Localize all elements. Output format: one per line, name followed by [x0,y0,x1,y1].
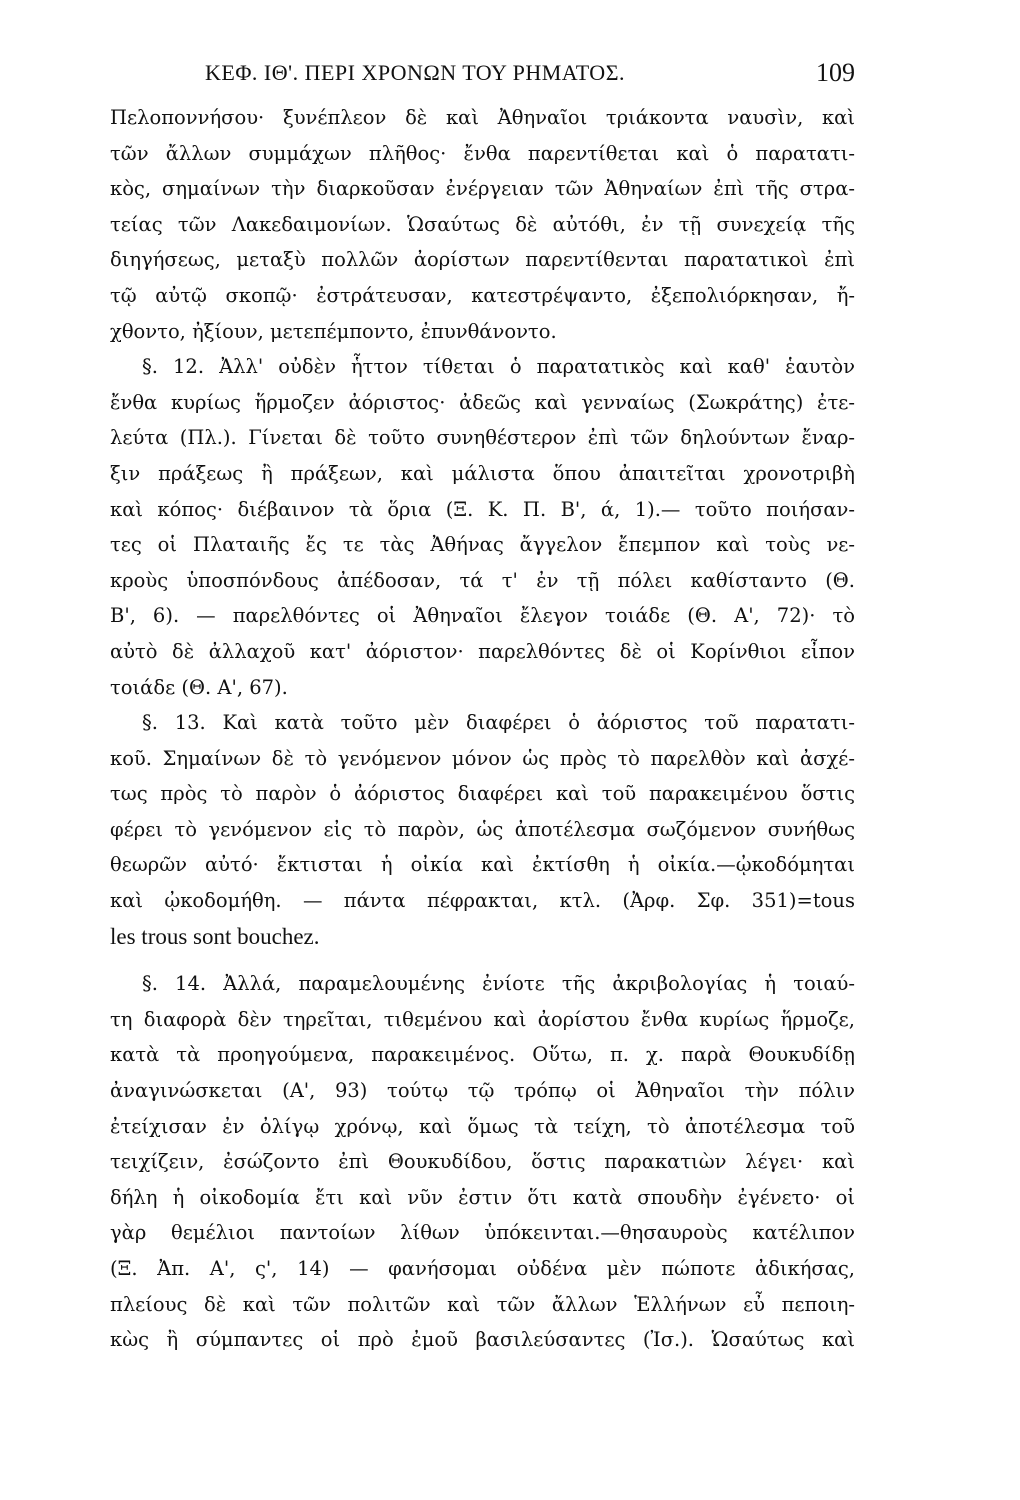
paragraph-14-start: §. 14. Ἀλλά, παραμελουμένης ἐνίοτε τῆς ἀκριβολογίας ἡ τοιαύ- [142,972,855,996]
text-line: αὐτὸ δὲ ἀλλαχοῦ κατ' ἀόριστον· παρελθόντες δὲ οἱ Κορίνθιοι εἶπον [110,639,855,663]
body-text [110,100,855,1358]
text-line: (Ξ. Ἀπ. Α', ς', 14) — φανήσομαι οὐδένα μὲν πώποτε ἀδικήσας, [110,1257,855,1280]
text-line: ἀναγινώσκεται (Α', 93) τούτῳ τῷ τρόπῳ οἱ Ἀθηναῖοι τὴν πόλιν [110,1079,855,1103]
text-line: δήλη ἡ οἰκοδομία ἔτι καὶ νῦν ἐστιν ὅτι κατὰ σπουδὴν ἐγένετο· οἱ [110,1185,855,1209]
page-number: 109 [816,58,855,87]
text-line: κατὰ τὰ προηγούμενα, παρακειμένος. Οὕτω, π. χ. παρὰ Θουκυδίδῃ [110,1043,855,1067]
text-line: ἐτείχισαν ἐν ὀλίγῳ χρόνῳ, καὶ ὅμως τὰ τείχη, τὸ ἀποτέλεσμα τοῦ [110,1114,855,1138]
text-line: Πελοποννήσου· ξυνέπλεον δὲ καὶ Ἀθηναῖοι τριάκοντα ναυσὶν, καὶ [110,106,855,129]
text-line: χθοντο, ἠξίουν, μετεπέμποντο, ἐπυνθάνοντο. [110,319,557,343]
text-line: Β', 6). — παρελθόντες οἱ Ἀθηναῖοι ἔλεγον τοιάδε (Θ. Α', 72)· τὸ [110,604,855,628]
chapter-heading: ΚΕΦ. ΙΘ'. ΠΕΡΙ ΧΡΟΝΩΝ ΤΟΥ ΡΗΜΑΤΟΣ. [205,60,626,85]
text-line: γὰρ θεμέλιοι παντοίων λίθων ὑπόκεινται.—θησαυροὺς κατέλιπον [110,1221,855,1245]
text-line: κοῦ. Σημαίνων δὲ τὸ γενόμενον μόνον ὡς πρὸς τὸ παρελθὸν καὶ ἀσχέ- [110,746,855,770]
text-line: les trous sont bouchez. [110,923,320,949]
text-line: καὶ κόπος· διέβαινον τὰ ὅρια (Ξ. Κ. Π. Β', ά, 1).— τοῦτο ποιήσαν- [110,497,855,521]
paragraph-12-start: §. 12. Ἀλλ' οὐδὲν ἧττον τίθεται ὁ παρατατικὸς καὶ καθ' ἑαυτὸν [142,355,855,379]
text-line: τοιάδε (Θ. Α', 67). [110,675,288,699]
text-line: καὶ ᾠκοδομήθη. — πάντα πέφρακται, κτλ. (Ἀρφ. Σφ. 351)=tous [110,889,855,913]
text-line: κὼς ἢ σύμπαντες οἱ πρὸ ἐμοῦ βασιλεύσαντες (Ἰσ.). Ὡσαύτως καὶ [110,1328,855,1352]
text-line: τως πρὸς τὸ παρὸν ὁ ἀόριστος διαφέρει καὶ τοῦ παρακειμένου ὅστις [110,782,855,806]
text-line: θεωρῶν αὐτό· ἔκτισται ἡ οἰκία καὶ ἐκτίσθη ἡ οἰκία.—ᾠκοδόμηται [110,853,855,877]
text-line: φέρει τὸ γενόμενον εἰς τὸ παρὸν, ὡς ἀποτέλεσμα σωζόμενον συνήθως [110,817,855,841]
text-line: τῶν ἄλλων συμμάχων πλῆθος· ἔνθα παρεντίθεται καὶ ὁ παρατατι- [110,141,855,165]
text-line: ἔνθα κυρίως ἥρμοζεν ἀόριστος· ἀδεῶς καὶ γενναίως (Σωκράτης) ἐτε- [110,390,855,414]
paragraph-gap [110,954,855,966]
text-line: διηγήσεως, μεταξὺ πολλῶν ἀορίστων παρεντίθενται παρατατικοὶ ἐπὶ [110,248,855,272]
text-line: ξιν πράξεως ἢ πράξεων, καὶ μάλιστα ὅπου ἀπαιτεῖται χρονοτριβὴ [110,461,855,485]
paragraph-13-start: §. 13. Καὶ κατὰ τοῦτο μὲν διαφέρει ὁ ἀόριστος τοῦ παρατατι- [142,711,855,735]
text-line: κὸς, σημαίνων τὴν διαρκοῦσαν ἐνέργειαν τῶν Ἀθηναίων ἐπὶ τῆς στρα- [110,177,855,201]
running-header [110,60,855,90]
text-line: τείας τῶν Λακεδαιμονίων. Ὡσαύτως δὲ αὐτόθι, ἐν τῇ συνεχείᾳ τῆς [110,212,855,236]
text-line: κροὺς ὑποσπόνδους ἀπέδοσαν, τά τ' ἐν τῇ πόλει καθίσταντο (Θ. [110,568,855,592]
text-line: λεύτα (Πλ.). Γίνεται δὲ τοῦτο συνηθέστερον ἐπὶ τῶν δηλούντων ἔναρ- [110,426,855,450]
text-line: τη διαφορὰ δὲν τηρεῖται, τιθεμένου καὶ ἀορίστου ἔνθα κυρίως ἥρμοζε, [110,1007,855,1031]
text-line: τῷ αὐτῷ σκοπῷ· ἐστράτευσαν, κατεστρέψαντο, ἐξεπολιόρκησαν, ἤ- [110,283,855,307]
text-line: πλείους δὲ καὶ τῶν πολιτῶν καὶ τῶν ἄλλων Ἑλλήνων εὖ πεποιη- [110,1292,855,1316]
text-line: τες οἱ Πλαταιῆς ἔς τε τὰς Ἀθήνας ἄγγελον ἔπεμπον καὶ τοὺς νε- [110,533,855,557]
text-line: τειχίζειν, ἐσώζοντο ἐπὶ Θουκυδίδου, ὅστις παρακατιὼν λέγει· καὶ [110,1150,855,1174]
